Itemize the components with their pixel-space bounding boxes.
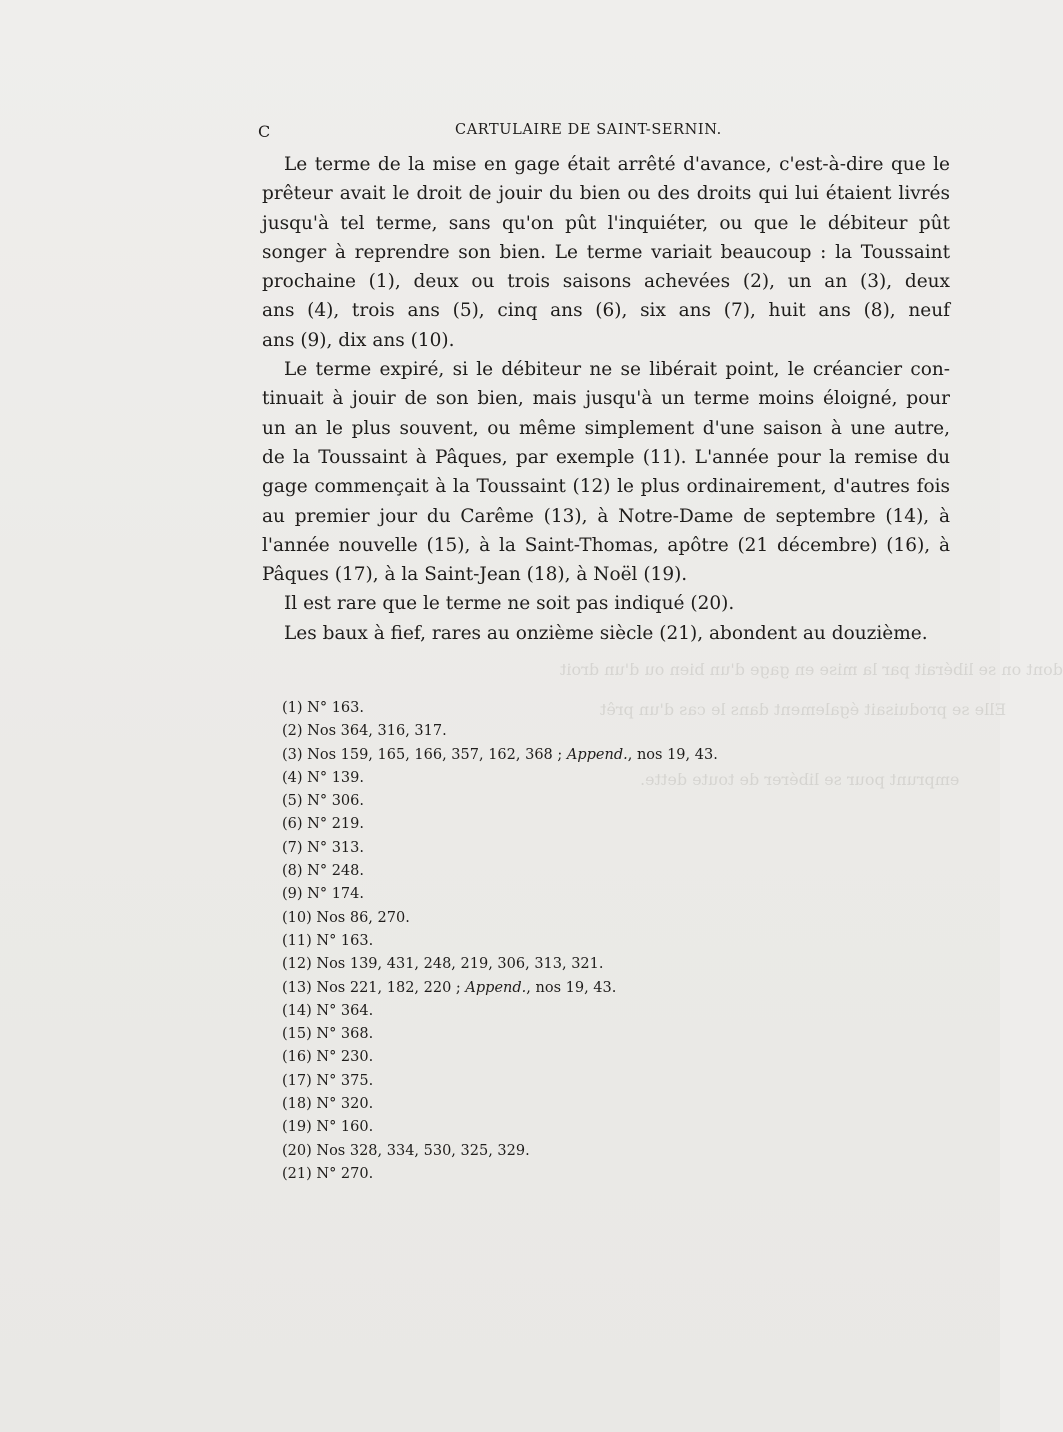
text-line: un an le plus souvent, ou même simplement d'une saison à une autre, (262, 417, 950, 439)
footnote-text: Nos 221, 182, 220 ; (316, 979, 461, 996)
footnote-number: (14) (282, 1002, 312, 1019)
footnotes-list (282, 697, 782, 1186)
footnote-appendix-numbers: , nos 19, 43. (526, 979, 617, 996)
footnote-number: (16) (282, 1049, 312, 1066)
footnote-text: N° 320. (316, 1096, 374, 1113)
footnote (282, 1023, 782, 1046)
footnote-appendix-ref: Append. (566, 746, 628, 763)
footnote-number: (11) (282, 932, 312, 949)
footnote-text: N° 160. (316, 1119, 374, 1136)
footnote-number: (18) (282, 1096, 312, 1113)
text-line: jusqu'à tel terme, sans qu'on pût l'inquiéter, ou que le débiteur pût (262, 212, 950, 234)
footnote-number: (17) (282, 1072, 312, 1089)
footnote-text: Nos 86, 270. (316, 909, 410, 926)
footnote-text: N° 174. (307, 886, 364, 903)
footnote-appendix-numbers: , nos 19, 43. (627, 746, 718, 763)
footnote (282, 744, 782, 767)
footnote-text: N° 163. (316, 932, 374, 949)
text-line: Il est rare que le terme ne soit pas indiqué (20). (284, 593, 735, 615)
paragraph (262, 589, 950, 618)
paragraph (262, 619, 950, 648)
footnote-text: N° 139. (307, 769, 364, 786)
footnote (282, 1163, 782, 1186)
footnote-number: (13) (282, 979, 312, 996)
footnote (282, 1140, 782, 1163)
body-text (262, 150, 950, 648)
footnote-number: (9) (282, 886, 303, 903)
footnote-text: N° 306. (307, 793, 364, 810)
footnote-text: Nos 364, 316, 317. (307, 723, 447, 740)
footnote-number: (6) (282, 816, 303, 833)
footnote (282, 883, 782, 906)
footnote-text: N° 313. (307, 839, 364, 856)
paragraph (262, 355, 950, 589)
footnote-text: N° 230. (316, 1049, 374, 1066)
footnote-number: (21) (282, 1165, 312, 1182)
footnote (282, 1116, 782, 1139)
text-line: Pâques (17), à la Saint-Jean (18), à Noël (19). (262, 564, 688, 586)
text-line: l'année nouvelle (15), à la Saint-Thomas, apôtre (21 décembre) (16), à (262, 534, 950, 556)
footnote-number: (20) (282, 1142, 312, 1159)
footnote-text: Nos 328, 334, 530, 325, 329. (316, 1142, 530, 1159)
footnote (282, 1000, 782, 1023)
footnote (282, 860, 782, 883)
footnote-number: (7) (282, 839, 303, 856)
page-number: C (258, 122, 271, 141)
paragraph (262, 150, 950, 355)
footnote-number: (10) (282, 909, 312, 926)
text-line: Les baux à fief, rares au onzième siècle (21), abondent au douzième. (284, 622, 928, 644)
text-line: Le terme de la mise en gage était arrêté d'avance, c'est-à-dire que le (284, 154, 950, 175)
footnote (282, 930, 782, 953)
footnote (282, 953, 782, 976)
footnote (282, 977, 782, 1000)
footnote-number: (3) (282, 746, 303, 763)
bleed-through: emprunt pour se libérer de toute dette. (640, 770, 960, 789)
footnote (282, 907, 782, 930)
text-line: de la Toussaint à Pâques, par exemple (11). L'année pour la remise du (262, 446, 950, 468)
text-line: prêteur avait le droit de jouir du bien ou des droits qui lui étaient livrés (262, 183, 950, 205)
footnote (282, 767, 782, 790)
text-line: gage commençait à la Toussaint (12) le plus ordinairement, d'autres fois (262, 476, 950, 498)
text-line: songer à reprendre son bien. Le terme variait beaucoup : la Toussaint (262, 241, 950, 263)
footnote-text: N° 248. (307, 863, 364, 880)
footnote-text: N° 364. (316, 1002, 374, 1019)
text-line: au premier jour du Carême (13), à Notre-Dame de septembre (14), à (262, 505, 950, 527)
footnote (282, 1070, 782, 1093)
footnote (282, 837, 782, 860)
footnote-text: N° 375. (316, 1072, 374, 1089)
footnote (282, 1093, 782, 1116)
footnote-number: (8) (282, 863, 303, 880)
footnote-text: N° 270. (316, 1165, 374, 1182)
text-line: prochaine (1), deux ou trois saisons achevées (2), un an (3), deux (262, 271, 950, 293)
footnote (282, 697, 782, 720)
bleed-through: Elle se produisait également dans le cas d'un prêt (600, 700, 1007, 719)
footnote-text: N° 219. (307, 816, 364, 833)
footnote-text: Nos 139, 431, 248, 219, 306, 313, 321. (316, 956, 604, 973)
text-line: ans (4), trois ans (5), cinq ans (6), six ans (7), huit ans (8), neuf (262, 300, 950, 322)
footnote-number: (19) (282, 1119, 312, 1136)
footnote (282, 1046, 782, 1069)
footnote (282, 720, 782, 743)
running-title: CARTULAIRE DE SAINT-SERNIN. (455, 122, 722, 138)
footnote-number: (5) (282, 793, 303, 810)
text-line: ans (9), dix ans (10). (262, 329, 455, 351)
text-line: Le terme expiré, si le débiteur ne se libérait point, le créancier con- (284, 359, 950, 381)
text-line: tinuait à jouir de son bien, mais jusqu'à un terme moins éloigné, pour (262, 388, 950, 410)
footnote-text: N° 368. (316, 1026, 374, 1043)
footnote (282, 813, 782, 836)
footnote-text: Nos 159, 165, 166, 357, 162, 368 ; (307, 746, 563, 763)
footnote-number: (4) (282, 769, 303, 786)
footnote-number: (2) (282, 723, 303, 740)
footnote-number: (15) (282, 1026, 312, 1043)
footnote-appendix-ref: Append. (465, 979, 527, 996)
bleed-through: dont on se libérait par la mise en gage d'un bien ou d'un droit (560, 660, 1063, 679)
footnote (282, 790, 782, 813)
footnote-number: (1) (282, 700, 303, 716)
footnote-text: N° 163. (307, 700, 364, 716)
footnote-number: (12) (282, 956, 312, 973)
